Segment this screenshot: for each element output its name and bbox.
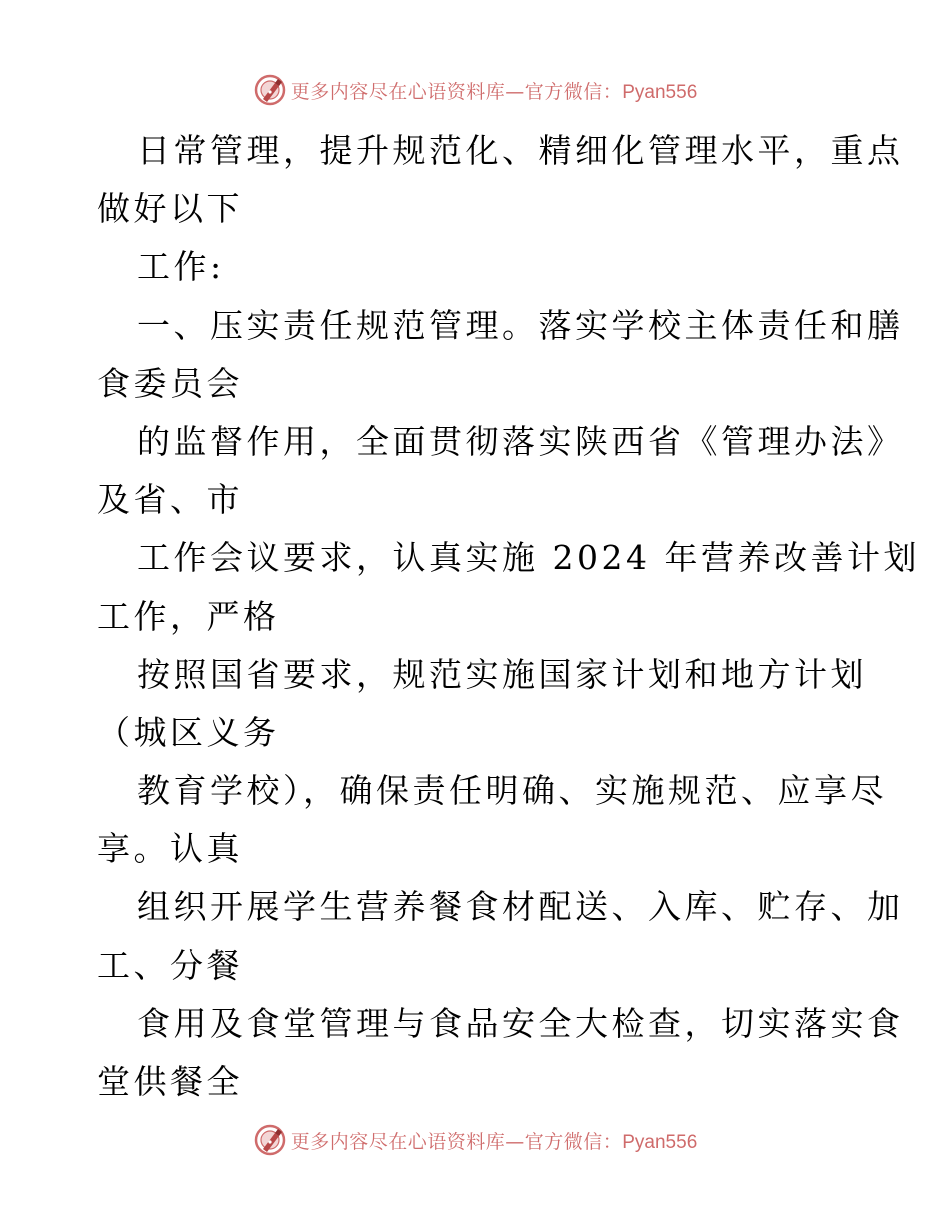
text-line: 工作:	[137, 247, 225, 287]
text-line: 日常管理，提升规范化、精细化管理水平，重点	[137, 131, 904, 170]
text-line: 的监督作用，全面贯彻落实陕西省《管理办法》	[137, 421, 904, 461]
text-line: 做好以下	[97, 189, 243, 229]
text-line: 组织开展学生营养餐食材配送、入库、贮存、加	[137, 887, 904, 927]
text-line: 食委员会	[97, 363, 243, 403]
text-line: 工作，严格	[97, 596, 280, 636]
text-line: 堂供餐全	[97, 1062, 243, 1101]
text-line: 一、压实责任规范管理。落实学校主体责任和膳	[137, 305, 904, 345]
header-watermark	[0, 70, 950, 110]
footer-watermark	[0, 1120, 950, 1160]
pen-nib-logo-icon	[253, 1123, 287, 1157]
text-line: 按照国省要求，规范实施国家计划和地方计划	[137, 654, 867, 694]
text-line: 食用及食堂管理与食品安全大检查，切实落实食	[137, 1003, 904, 1043]
text-line: 教育学校），确保责任明确、实施规范、应享尽	[137, 771, 887, 811]
text-line: 享。认真	[97, 829, 243, 869]
text-line: 工、分餐	[97, 945, 243, 985]
watermark-text: 更多内容尽在心语资料库—官方微信：Pyan556	[290, 1130, 698, 1153]
text-line: 工作会议要求，认真实施 2024 年营养改善计划	[137, 538, 920, 578]
pen-nib-logo-icon	[253, 73, 287, 107]
text-line: （城区义务	[97, 712, 280, 752]
document-body	[97, 122, 920, 1111]
watermark-text: 更多内容尽在心语资料库—官方微信：Pyan556	[290, 80, 698, 103]
text-line: 及省、市	[97, 480, 243, 520]
